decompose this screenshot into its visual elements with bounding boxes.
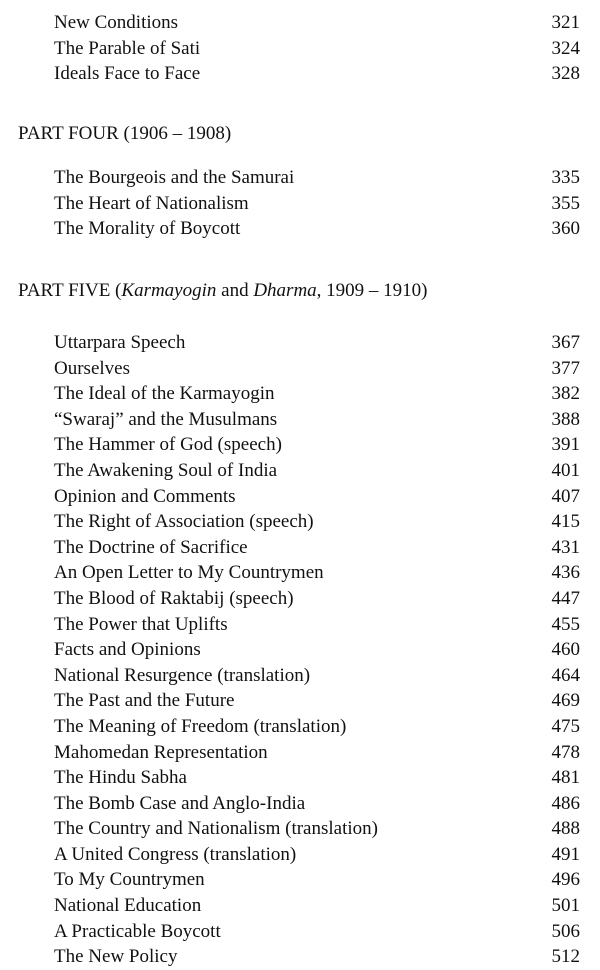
entry-title: New Conditions bbox=[54, 12, 179, 33]
toc-entry[interactable] bbox=[0, 586, 600, 612]
toc-entry[interactable] bbox=[0, 509, 600, 535]
toc-entry[interactable] bbox=[0, 535, 600, 561]
entry-title: The Hammer of God (speech) bbox=[54, 434, 282, 456]
entry-title: The Meaning of Freedom (translation) bbox=[54, 715, 347, 737]
entry-page-number: 328 bbox=[551, 63, 580, 85]
toc-entry[interactable] bbox=[0, 381, 600, 407]
toc-entry[interactable] bbox=[0, 330, 600, 356]
entry-page-number: 391 bbox=[551, 434, 580, 456]
entry-title: To My Countrymen bbox=[54, 869, 205, 891]
entry-page-number: 496 bbox=[551, 869, 580, 891]
entry-title: Mahomedan Representation bbox=[54, 741, 268, 763]
entry-title: National Education bbox=[54, 895, 202, 917]
entry-title: An Open Letter to My Countrymen bbox=[54, 562, 324, 584]
entry-page-number: 447 bbox=[551, 587, 580, 609]
entry-page-number: 506 bbox=[551, 920, 580, 942]
entry-page-number: 415 bbox=[551, 511, 580, 533]
toc-entry[interactable] bbox=[0, 612, 600, 638]
entry-title: The Right of Association (speech) bbox=[54, 511, 314, 533]
entry-page-number: 486 bbox=[551, 792, 580, 814]
entry-page-number: 478 bbox=[551, 741, 580, 763]
toc-entry[interactable] bbox=[0, 432, 600, 458]
entry-title: A Practicable Boycott bbox=[54, 920, 221, 942]
toc-entry[interactable] bbox=[0, 688, 600, 714]
toc-entry[interactable] bbox=[0, 842, 600, 868]
entry-page-number: 355 bbox=[551, 192, 580, 214]
entry-title: National Resurgence (translation) bbox=[54, 664, 311, 686]
toc-entry[interactable] bbox=[0, 944, 600, 970]
toc-entry-list bbox=[0, 165, 600, 242]
entry-page-number: 388 bbox=[551, 408, 580, 430]
entry-title: The Country and Nationalism (translation) bbox=[54, 818, 378, 840]
toc-entry[interactable] bbox=[0, 61, 600, 87]
toc-entry-list bbox=[0, 10, 600, 87]
entry-title: The Heart of Nationalism bbox=[54, 192, 249, 214]
toc-entry[interactable] bbox=[0, 867, 600, 893]
toc-continued-section bbox=[0, 10, 600, 87]
entry-title: The Bomb Case and Anglo-India bbox=[54, 792, 306, 814]
toc-entry[interactable] bbox=[0, 893, 600, 919]
entry-title: “Swaraj” and the Musulmans bbox=[54, 408, 278, 430]
entry-page-number: 360 bbox=[551, 218, 580, 240]
entry-page-number: 464 bbox=[551, 664, 580, 686]
entry-title: The Blood of Raktabij (speech) bbox=[54, 587, 294, 609]
heading-prefix: PART FIVE ( bbox=[18, 280, 122, 301]
toc-entry[interactable] bbox=[0, 216, 600, 242]
toc-entry[interactable] bbox=[0, 458, 600, 484]
toc-entry[interactable] bbox=[0, 484, 600, 510]
entry-title: The Morality of Boycott bbox=[54, 218, 241, 240]
entry-page-number: 512 bbox=[551, 946, 580, 968]
entry-title: The Ideal of the Karmayogin bbox=[54, 383, 275, 405]
entry-page-number: 491 bbox=[551, 843, 580, 865]
heading-italic-karmayogin: Karmayogin bbox=[121, 280, 217, 301]
entry-title: The Hindu Sabha bbox=[54, 767, 187, 789]
entry-title: The Parable of Sati bbox=[54, 37, 201, 59]
entry-page-number: 324 bbox=[551, 37, 580, 59]
heading-suffix: , 1909 – 1910) bbox=[316, 280, 428, 301]
part-five-section bbox=[0, 278, 600, 970]
entry-page-number: 455 bbox=[551, 613, 580, 635]
entry-page-number: 407 bbox=[551, 485, 580, 507]
toc-entry[interactable] bbox=[0, 165, 600, 191]
toc-entry[interactable] bbox=[0, 765, 600, 791]
toc-entry[interactable] bbox=[0, 637, 600, 663]
entry-page-number: 501 bbox=[551, 895, 580, 917]
toc-entry[interactable] bbox=[0, 740, 600, 766]
entry-title: The Past and the Future bbox=[54, 690, 235, 712]
toc-entry[interactable] bbox=[0, 36, 600, 62]
entry-page-number: 321 bbox=[551, 12, 580, 33]
entry-page-number: 469 bbox=[551, 690, 580, 712]
entry-title: The Bourgeois and the Samurai bbox=[54, 167, 295, 188]
entry-title: Facts and Opinions bbox=[54, 639, 201, 661]
entry-page-number: 335 bbox=[551, 167, 580, 188]
entry-title: The Power that Uplifts bbox=[54, 613, 228, 635]
entry-page-number: 481 bbox=[551, 767, 580, 789]
heading-italic-dharma: Dharma bbox=[253, 280, 317, 301]
part-five-heading bbox=[0, 278, 600, 304]
entry-page-number: 431 bbox=[551, 536, 580, 558]
entry-page-number: 460 bbox=[551, 639, 580, 661]
entry-title: Opinion and Comments bbox=[54, 485, 236, 507]
entry-page-number: 367 bbox=[551, 332, 580, 353]
entry-page-number: 401 bbox=[551, 459, 580, 481]
entry-title: A United Congress (translation) bbox=[54, 843, 297, 865]
toc-entry[interactable] bbox=[0, 714, 600, 740]
entry-title: The Awakening Soul of India bbox=[54, 459, 278, 481]
entry-page-number: 436 bbox=[551, 562, 580, 584]
part-four-heading: PART FOUR (1906 – 1908) bbox=[18, 123, 232, 144]
toc-entry[interactable] bbox=[0, 919, 600, 945]
entry-title: The New Policy bbox=[54, 946, 178, 968]
toc-entry[interactable] bbox=[0, 816, 600, 842]
entry-page-number: 382 bbox=[551, 383, 580, 405]
entry-page-number: 377 bbox=[551, 357, 580, 379]
toc-entry[interactable] bbox=[0, 10, 600, 36]
toc-entry-list bbox=[0, 330, 600, 970]
entry-title: The Doctrine of Sacrifice bbox=[54, 536, 248, 558]
toc-entry[interactable] bbox=[0, 356, 600, 382]
toc-entry[interactable] bbox=[0, 191, 600, 217]
part-four-section bbox=[0, 121, 600, 242]
toc-entry[interactable] bbox=[0, 663, 600, 689]
heading-mid: and bbox=[216, 280, 254, 301]
entry-page-number: 488 bbox=[551, 818, 580, 840]
entry-title: Ourselves bbox=[54, 357, 130, 379]
toc-entry[interactable] bbox=[0, 407, 600, 433]
toc-entry[interactable] bbox=[0, 791, 600, 817]
entry-title: Uttarpara Speech bbox=[54, 332, 186, 353]
entry-page-number: 475 bbox=[551, 715, 580, 737]
toc-entry[interactable] bbox=[0, 560, 600, 586]
entry-title: Ideals Face to Face bbox=[54, 63, 201, 85]
